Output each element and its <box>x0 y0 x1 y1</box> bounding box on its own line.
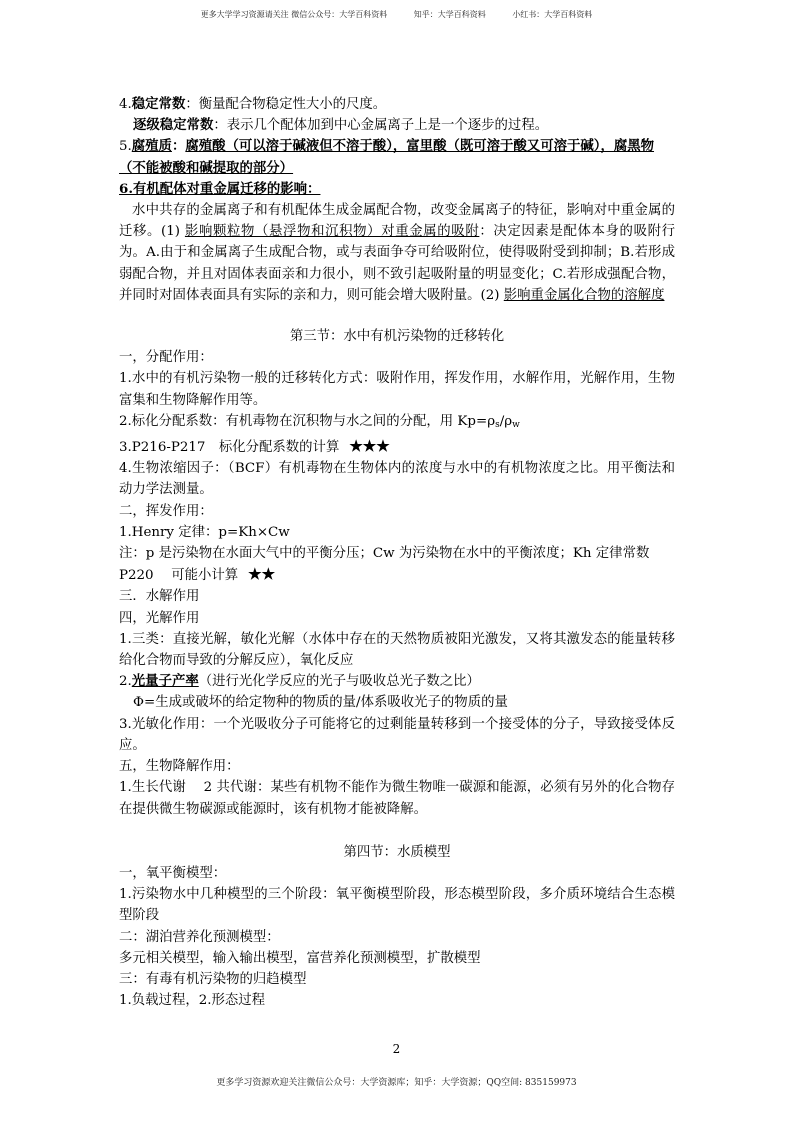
organic-ligand-paragraph <box>119 200 675 306</box>
paragraph-photosensitization: 3.光敏化作用：一个光吸收分子可能将它的过剩能量转移到一个接受体的分子，导致接受体反应。 <box>119 716 675 753</box>
paragraph-henry-note: 注：p 是污染物在水面大气中的平衡分压；Cw 为污染物在水中的平衡浓度；Kh 定律常数 <box>119 546 650 562</box>
paragraph-three-stages: 1.污染物水中几种模型的三个阶段：氧平衡模型阶段，形态模型阶段，多介质环境结合生态模型阶段 <box>119 887 675 924</box>
page-footer: 更多学习资源欢迎关注微信公众号：大学资源库；知乎：大学资源；QQ空间: 835159973 <box>216 1078 577 1088</box>
paragraph-text: 2.标化分配系数：有机毒物在沉积物与水之间的分配，用 Kp=ρ <box>119 413 496 429</box>
star-rating-icon: ★★ <box>248 565 276 584</box>
page-header <box>0 9 793 20</box>
paragraph-kp-calc <box>119 436 675 458</box>
paragraph-p220 <box>119 564 675 586</box>
subheading-volatilization: 二，挥发作用： <box>119 503 213 519</box>
paragraph-text: /ρ <box>499 413 513 429</box>
paragraph-text: 水中共存的金属离子和有机配体生成金属配合物，改变金属离子的特征，影响对中重金属的迁移。(1) <box>119 203 675 240</box>
paragraph-phi-formula: Φ=生成或破坏的给定物种的物质的量/体系吸收光子的物质的量 <box>133 695 508 711</box>
term-humus: 腐殖质 <box>131 138 172 155</box>
subheading-lake-model: 二：湖泊营养化预测模型： <box>119 929 280 945</box>
subscript-s: s <box>495 419 500 430</box>
subheading-oxygen-model: 一，氧平衡模型： <box>119 865 227 881</box>
humus-line <box>119 136 675 178</box>
section-title-3: 第三节：水中有机污染物的迁移转化 <box>289 329 505 345</box>
paragraph-metabolism: 1.生长代谢 2 共代谢：某些有机物不能作为微生物唯一碳源和能源，必须有另外的化合物存在提供微生物碳源或能源时，该有机物才能被降解。 <box>119 780 675 817</box>
stability-constant-line <box>119 94 675 115</box>
item-number: 5. <box>119 139 132 155</box>
paragraph-processes: 1.负载过程，2.形态过程 <box>119 993 266 1009</box>
organic-ligand-heading: 6.有机配体对重金属迁移的影响： <box>119 180 321 197</box>
star-rating-icon: ★★★ <box>349 437 390 456</box>
item-number: 4. <box>119 97 132 112</box>
page-number: 2 <box>392 1042 401 1056</box>
definition-text: ：衡量配合物稳定性大小的尺度。 <box>185 97 387 112</box>
term-stability-constant: 稳定常数 <box>131 96 186 112</box>
header-text-wechat: 更多大学学习资源请关注 微信公众号：大学百科资料 <box>200 10 388 19</box>
term-quantum-yield: 光量子产率 <box>131 673 199 690</box>
paragraph-migration-ways: 1.水中的有机污染物一般的迁移转化方式：吸附作用，挥发作用，水解作用，光解作用，生物富集和生物降解作用等。 <box>119 371 675 408</box>
separator: ： <box>171 138 186 155</box>
paragraph-henry: 1.Henry 定律：p=Kh×Cw <box>119 524 290 540</box>
paragraph-text: P220 可能小计算 <box>119 568 239 584</box>
subscript-w: w <box>512 419 520 430</box>
subheading-photolysis: 四，光解作用 <box>119 610 200 626</box>
humus-definition: 腐殖酸（可以溶于碱液但不溶于酸），富里酸（既可溶于酸又可溶于碱），腐黑物（不能被酸和碱提取的部分） <box>119 138 655 176</box>
paragraph-quantum-yield <box>119 671 675 692</box>
paragraph-text: 3.P216-P217 标化分配系数的计算 <box>119 440 340 456</box>
paragraph-lake-models: 多元相关模型，输入输出模型，富营养化预测模型，扩散模型 <box>119 950 481 966</box>
section-title-4: 第四节：水质模型 <box>343 844 451 860</box>
subheading-fate-model: 三：有毒有机污染物的归趋模型 <box>119 971 307 987</box>
paragraph-photolysis-types: 1.三类：直接光解，敏化光解（水体中存在的天然物质被阳光激发，又将其激发态的能量转移给化合物而导致的分解反应），氧化反应 <box>119 631 675 669</box>
document-body <box>119 94 675 1011</box>
underlined-text: 影响重金属化合物的溶解度 <box>503 287 665 303</box>
underlined-text: 影响颗粒物（悬浮物和沉积物）对重金属的吸附 <box>184 224 480 240</box>
header-text-zhihu: 知乎：大学百科资料 <box>413 10 486 19</box>
definition-text: ：表示几个配体加到中心金属离子上是一个逐步的过程。 <box>213 118 549 134</box>
stepwise-constant-line <box>119 115 675 136</box>
subheading-partition: 一，分配作用： <box>119 350 213 366</box>
subheading-biodegradation: 五，生物降解作用： <box>119 759 240 775</box>
subheading-hydrolysis: 三．水解作用 <box>119 589 200 605</box>
paragraph-kp <box>119 411 675 436</box>
paragraph-text: （进行光化学反应的光子与吸收总光子数之比） <box>198 674 480 690</box>
item-number: 2. <box>119 674 132 690</box>
header-text-xiaohongshu: 小红书：大学百科资料 <box>512 10 593 19</box>
term-stepwise-constant: 逐级稳定常数 <box>133 117 214 134</box>
paragraph-bcf: 4.生物浓缩因子：（BCF）有机毒物在生物体内的浓度与水中的有机物浓度之比。用平衡法和动力学法测量。 <box>119 461 675 498</box>
paragraph-text: ：决定因素是配体本身的吸附行为。A.由于和金属离子生成配合物，或与表面争夺可给吸附位，使得吸附受到抑制；B.若形成弱配合物，并且对固体表面亲和力很小，则不致引起吸附量的明显变化；C.若形成强配合物，并同时对固体表面具有实际的亲和力，则可能会增大吸附量。(2) <box>119 224 675 303</box>
